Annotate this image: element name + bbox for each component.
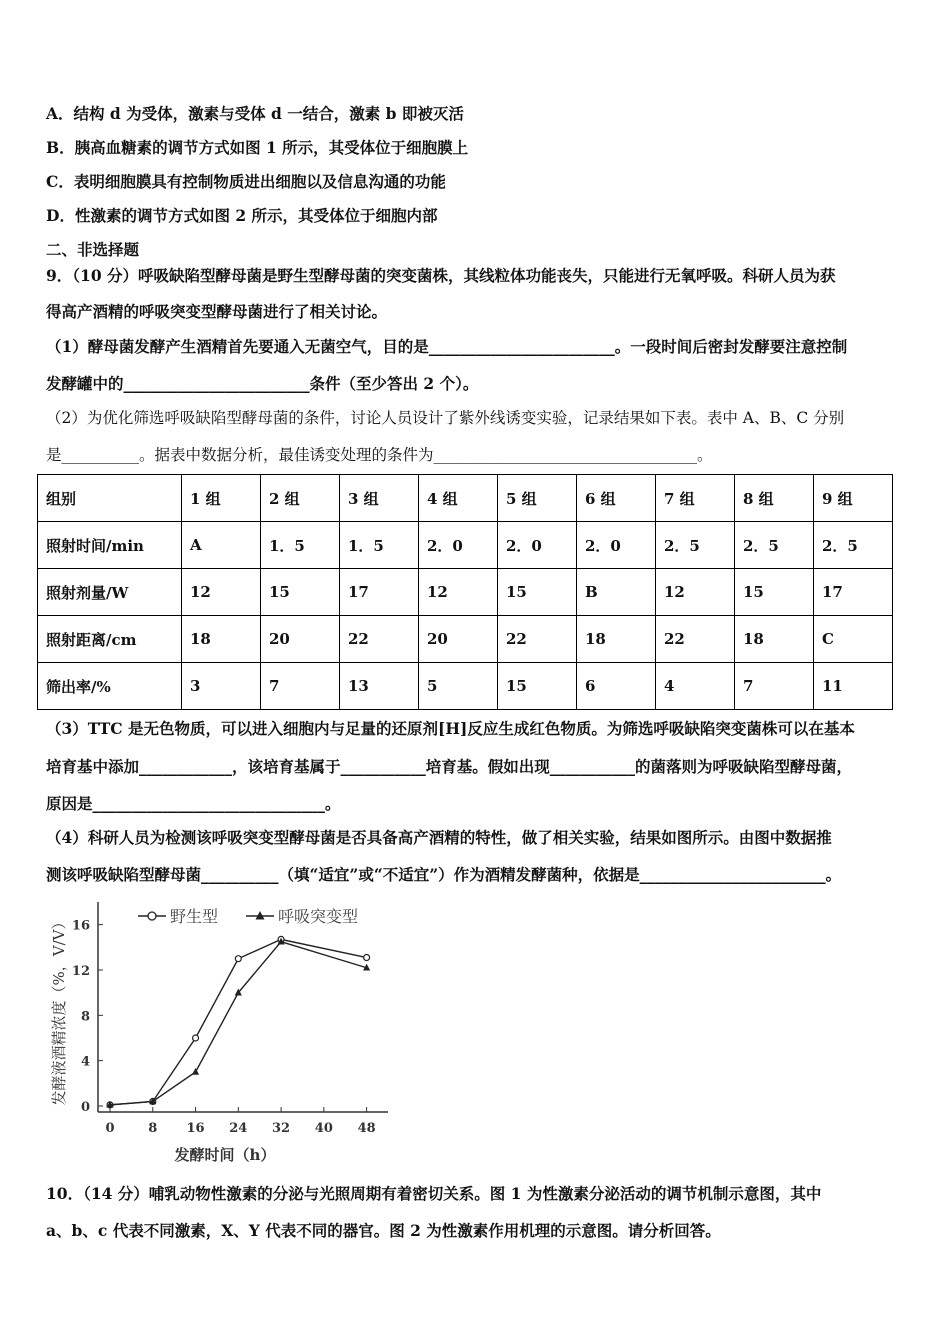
q9-part1-line2: 发酵罐中的________________________条件（至少答出 2 个）。 [46, 374, 479, 393]
legend-marker-triangle [256, 911, 265, 920]
table-cell: C [814, 616, 893, 663]
table-row-label: 照射剂量/W [38, 569, 182, 616]
table-row [38, 616, 893, 663]
table-cell: 17 [814, 569, 893, 616]
table-cell: 15 [735, 569, 814, 616]
table-header-row [38, 475, 893, 522]
table-cell: 1 组 [182, 475, 261, 522]
table-cell: 18 [735, 616, 814, 663]
alcohol-concentration-chart [40, 890, 400, 1165]
chart-series [106, 936, 370, 1107]
chart-x-axis-label: 发酵时间（h） [174, 1146, 276, 1164]
q10-stem-line1: 10．（14 分）哺乳动物性激素的分泌与光照周期有着密切关系。图 1 为性激素分泌活动的调节机制示意图，其中 [46, 1184, 822, 1203]
table-cell: 5 [419, 663, 498, 710]
q9-stem-line2: 得高产酒精的呼吸突变型酵母菌进行了相关讨论。 [46, 302, 388, 321]
table-cell: 2 组 [261, 475, 340, 522]
table-cell: 15 [498, 663, 577, 710]
table-cell: 18 [182, 616, 261, 663]
x-tick-label: 8 [148, 1121, 158, 1136]
table-cell: 2．5 [656, 522, 735, 569]
series-line-1 [110, 942, 367, 1105]
table-cell: 1．5 [340, 522, 419, 569]
q9-part2-line1: （2）为优化筛选呼吸缺陷型酵母菌的条件，讨论人员设计了紫外线诱变实验，记录结果如下表。表中 A、B、C 分别 [46, 409, 845, 427]
x-tick-label: 16 [186, 1121, 205, 1136]
table-cell: 5 组 [498, 475, 577, 522]
y-tick-label: 12 [71, 964, 90, 979]
data-point-triangle [192, 1068, 199, 1075]
table-cell: 17 [340, 569, 419, 616]
y-tick-label: 0 [80, 1100, 90, 1115]
option-c: C．表明细胞膜具有控制物质进出细胞以及信息沟通的功能 [46, 172, 446, 191]
q10-stem-line2: a、b、c 代表不同激素，X、Y 代表不同的器官。图 2 为性激素作用机理的示意图。请分析回答。 [46, 1221, 721, 1240]
table-row [38, 522, 893, 569]
table-cell: 22 [656, 616, 735, 663]
chart-axes [72, 902, 388, 1136]
table-row-label: 照射时间/min [38, 522, 182, 569]
table-cell: 22 [340, 616, 419, 663]
option-b: B．胰高血糖素的调节方式如图 1 所示，其受体位于细胞膜上 [46, 138, 469, 157]
table-row-label: 照射距离/cm [38, 616, 182, 663]
table-cell: 2．0 [419, 522, 498, 569]
table-cell: 11 [814, 663, 893, 710]
y-tick-label: 8 [80, 1009, 90, 1025]
table-cell: 18 [577, 616, 656, 663]
q9-part4-line2: 测该呼吸缺陷型酵母菌__________（填“适宜”或“不适宜”）作为酒精发酵菌种，依据是________________________。 [46, 865, 842, 884]
data-point-circle [364, 955, 370, 961]
y-tick-label: 16 [71, 918, 90, 934]
table-row-label: 筛出率/% [38, 663, 182, 710]
table-cell: 12 [656, 569, 735, 616]
q9-part1-line1: （1）酵母菌发酵产生酒精首先要通入无菌空气，目的是________________________。一段时间后密封发酵要注意控制 [46, 337, 848, 356]
option-d: D．性激素的调节方式如图 2 所示，其受体位于细胞内部 [46, 206, 438, 225]
data-point-circle [193, 1035, 199, 1041]
table-cell: 20 [419, 616, 498, 663]
q9-part3-line2: 培育基中添加____________，该培育基属于___________培育基。假如出现___________的菌落则为呼吸缺陷型酵母菌， [46, 757, 853, 776]
section-title: 二、非选择题 [46, 240, 140, 259]
x-tick-label: 0 [105, 1121, 115, 1136]
table-cell: B [577, 569, 656, 616]
table-cell: 6 [577, 663, 656, 710]
q9-part4-line1: （4）科研人员为检测该呼吸突变型酵母菌是否具备高产酒精的特性，做了相关实验，结果如图所示。由图中数据推 [46, 828, 832, 847]
table-cell: 7 组 [656, 475, 735, 522]
q9-part3-line1: （3）TTC 是无色物质，可以进入细胞内与足量的还原剂[H]反应生成红色物质。为筛选呼吸缺陷突变菌株可以在基本 [46, 719, 855, 738]
table-cell: 3 [182, 663, 261, 710]
legend-marker-circle [148, 912, 156, 920]
table-cell: 4 [656, 663, 735, 710]
table-cell: 15 [261, 569, 340, 616]
table-cell: 22 [498, 616, 577, 663]
data-point-circle [235, 956, 241, 962]
series-line-0 [110, 939, 367, 1104]
x-tick-label: 24 [229, 1121, 248, 1136]
legend-label-mutant: 呼吸突变型 [278, 907, 359, 926]
table-cell: 1．5 [261, 522, 340, 569]
table-row-label: 组别 [38, 475, 182, 522]
table-cell: 9 组 [814, 475, 893, 522]
table-cell: 7 [261, 663, 340, 710]
table-row [38, 569, 893, 616]
table-cell: 3 组 [340, 475, 419, 522]
y-tick-label: 4 [80, 1054, 90, 1070]
table-cell: 15 [498, 569, 577, 616]
x-tick-label: 32 [272, 1121, 291, 1136]
x-tick-label: 48 [357, 1121, 376, 1136]
table-cell: 12 [419, 569, 498, 616]
table-cell: A [182, 522, 261, 569]
table-cell: 12 [182, 569, 261, 616]
q9-part3-line3: 原因是______________________________。 [46, 794, 341, 813]
table-cell: 4 组 [419, 475, 498, 522]
legend-label-wild: 野生型 [170, 907, 219, 926]
mutagenesis-table [37, 474, 893, 710]
table-cell: 2．0 [577, 522, 656, 569]
table-cell: 8 组 [735, 475, 814, 522]
table-cell: 13 [340, 663, 419, 710]
x-tick-label: 40 [314, 1121, 333, 1136]
table-row [38, 663, 893, 710]
table-cell: 2．0 [498, 522, 577, 569]
table-cell: 6 组 [577, 475, 656, 522]
table-cell: 2．5 [814, 522, 893, 569]
chart-legend [138, 907, 358, 926]
chart-y-axis-label: 发酵液酒精浓度（%，V/V） [50, 914, 68, 1106]
table-cell: 20 [261, 616, 340, 663]
table-cell: 2．5 [735, 522, 814, 569]
option-a: A．结构 d 为受体，激素与受体 d 一结合，激素 b 即被灭活 [46, 104, 464, 123]
table-cell: 7 [735, 663, 814, 710]
q9-stem-line1: 9．（10 分）呼吸缺陷型酵母菌是野生型酵母菌的突变菌株，其线粒体功能丧失，只能进行无氧呼吸。科研人员为获 [46, 266, 836, 285]
q9-part2-line2: 是__________。据表中数据分析，最佳诱变处理的条件为__________________________________。 [46, 446, 713, 464]
